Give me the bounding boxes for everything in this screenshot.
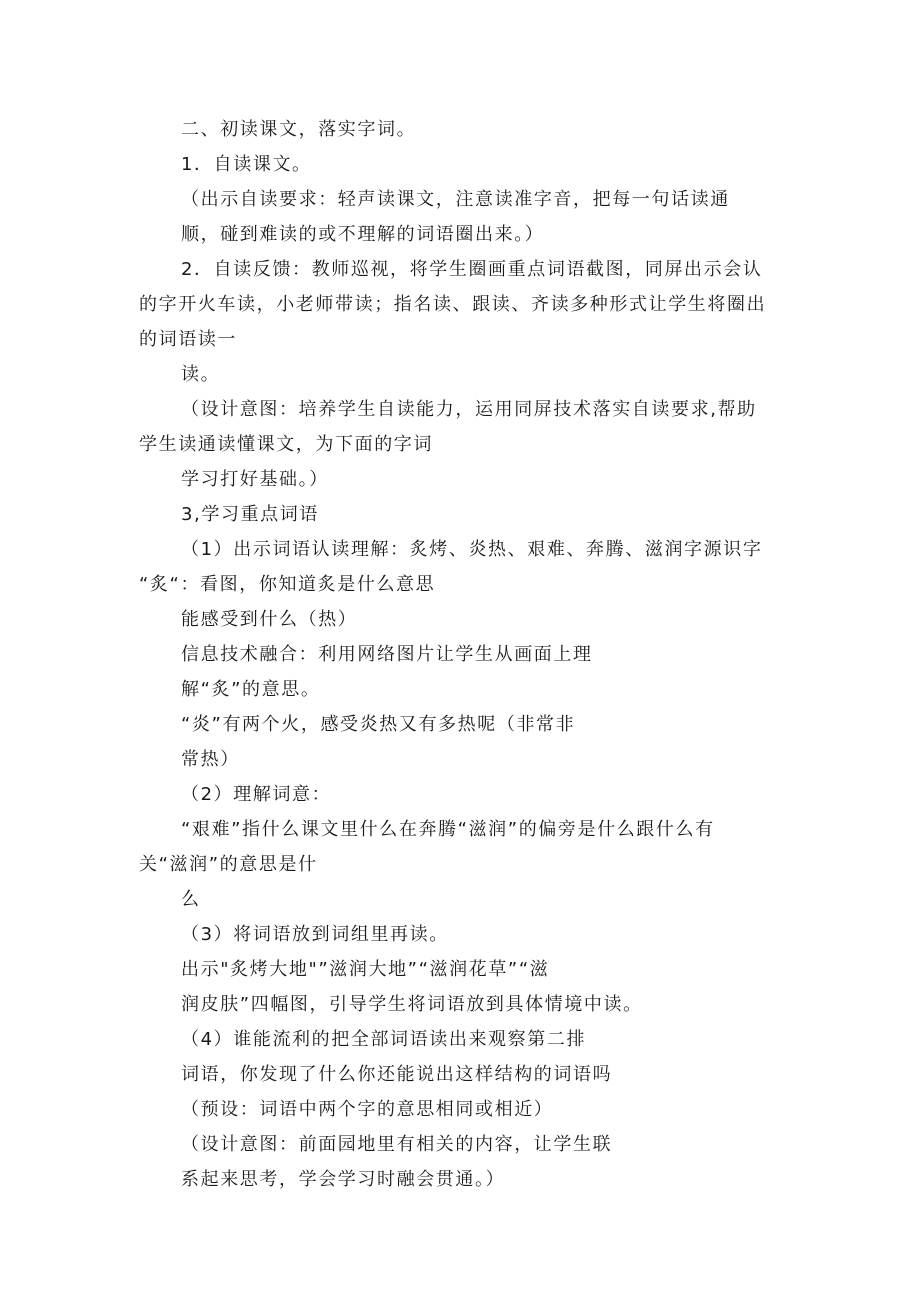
text-line: 润皮肤”四幅图，引导学生将词语放到具体情境中读。 [181, 994, 643, 1015]
text-line: 关“滋润”的意思是什 [139, 854, 318, 875]
text-line: （2）理解词意： [181, 784, 332, 805]
step-heading: 1．自读课文。 [181, 154, 312, 175]
text-line: （1）出示词语认读理解：炙烤、炎热、艰难、奔腾、滋润字源识字 [181, 539, 763, 560]
design-note: （设计意图：培养学生自读能力，运用同屏技术落实自读要求,帮助 [181, 399, 757, 420]
text-line: 的字开火车读，小老师带读；指名读、跟读、齐读多种形式让学生将圈出 [139, 294, 767, 315]
text-line: 词语，你发现了什么你还能说出这样结构的词语吗 [181, 1064, 613, 1085]
step-heading: 3,学习重点词语 [181, 504, 319, 525]
text-line: 学生读通读懂课文，为下面的字词 [139, 434, 433, 455]
text-line: “艰难”指什么课文里什么在奔腾“滋润”的偏旁是什么跟什么有 [181, 819, 715, 840]
text-line: （预设：词语中两个字的意思相同或相近） [181, 1099, 554, 1120]
text-line: （4）谁能流利的把全部词语读出来观察第二排 [181, 1029, 587, 1050]
text-line: 么 [181, 889, 201, 910]
design-note: （设计意图：前面园地里有相关的内容，让学生联 [181, 1134, 613, 1155]
text-line: 信息技术融合：利用网络图片让学生从画面上理 [181, 644, 593, 665]
text-line: “炙“：看图，你知道炙是什么意思 [139, 574, 436, 595]
step-heading: 2．自读反馈：教师巡视，将学生圈画重点词语截图，同屏出示会认 [181, 259, 763, 280]
text-line: 系起来思考，学会学习时融会贯通。） [181, 1169, 506, 1190]
text-line: （3）将词语放到词组里再读。 [181, 924, 449, 945]
text-line: 学习打好基础。） [181, 469, 329, 490]
text-line: 的词语读一 [139, 329, 237, 350]
text-line: 顺，碰到难读的或不理解的词语圈出来。） [181, 224, 545, 245]
text-line: 读。 [181, 364, 221, 385]
text-line: 能感受到什么（热） [181, 609, 358, 630]
text-line: 常热） [181, 749, 240, 770]
text-line: （出示自读要求：轻声读课文，注意读准字音，把每一句话读通 [181, 189, 730, 210]
text-line: 解“炙”的意思。 [181, 679, 321, 700]
text-line: 出示"炙烤大地"”滋润大地”“滋润花草”“滋 [181, 959, 550, 980]
section-heading: 二、初读课文，落实字词。 [181, 119, 417, 140]
text-line: “炎”有两个火，感受炎热又有多热呢（非常非 [181, 714, 576, 735]
